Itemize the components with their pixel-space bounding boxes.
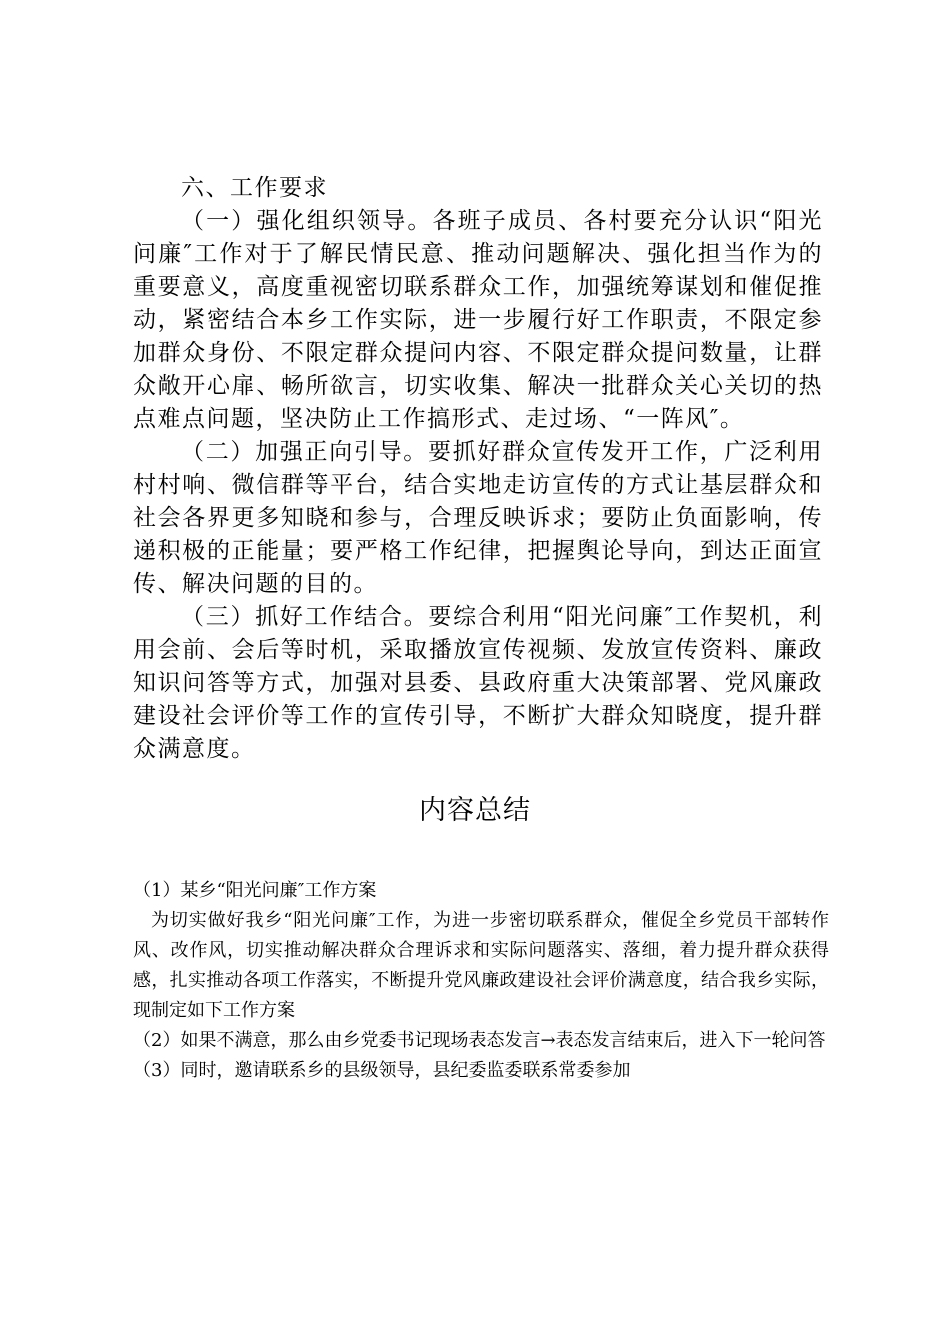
summary-item: （2）如果不满意，那么由乡党委书记现场表态发言→表态发言结束后，进入下一轮问答 xyxy=(133,1030,826,1051)
summary-item: （3）同时，邀请联系乡的县级领导，县纪委监委联系常委参加 xyxy=(133,1060,631,1081)
summary-item: 为切实做好我乡“阳光问廉″工作，为进一步密切联系群众，催促全乡党员干部转作风、改作风，切实推动解决群众合理诉求和实际问题落实、落细，着力提升群众获得感，扎实推动各项工作落实，不断提升党风廉政建设社会评价满意度，结合我乡实际，现制定如下工作方案 xyxy=(133,910,829,1021)
paragraph-organization-leadership: （一）强化组织领导。各班子成员、各村要充分认识“阳光问廉″工作对于了解民情民意、推动问题解决、强化担当作为的重要意义，高度重视密切联系群众工作，加强统筹谋划和催促推动，紧密结合本乡工作实际，进一步履行好工作职责，不限定参加群众身份、不限定群众提问内容、不限定群众提问数量，让群众敞开心扉、畅所欲言，切实收集、解决一批群众关心关切的热点难点问题，坚决防止工作搞形式、走过场、“一阵风″。 xyxy=(133,208,823,432)
summary-section xyxy=(133,876,829,1086)
section-heading: 六、工作要求 xyxy=(181,175,328,201)
paragraph-work-combination: （三）抓好工作结合。要综合利用“阳光问廉″工作契机，利用会前、会后等时机，采取播放宣传视频、发放宣传资料、廉政知识问答等方式，加强对县委、县政府重大决策部署、党风廉政建设社会评价等工作的宣传引导，不断扩大群众知晓度，提升群众满意度。 xyxy=(133,604,823,762)
summary-title: 内容总结 xyxy=(419,795,531,826)
summary-item: （1）某乡“阳光问廉″工作方案 xyxy=(133,880,377,901)
work-requirements-section xyxy=(133,172,823,766)
paragraph-positive-guidance: （二）加强正向引导。要抓好群众宣传发开工作，广泛利用村村响、微信群等平台，结合实地走访宣传的方式让基层群众和社会各界更多知晓和参与，合理反映诉求；要防止负面影响，传递积极的正能量；要严格工作纪律，把握舆论导向，到达正面宣传、解决问题的目的。 xyxy=(133,439,823,597)
